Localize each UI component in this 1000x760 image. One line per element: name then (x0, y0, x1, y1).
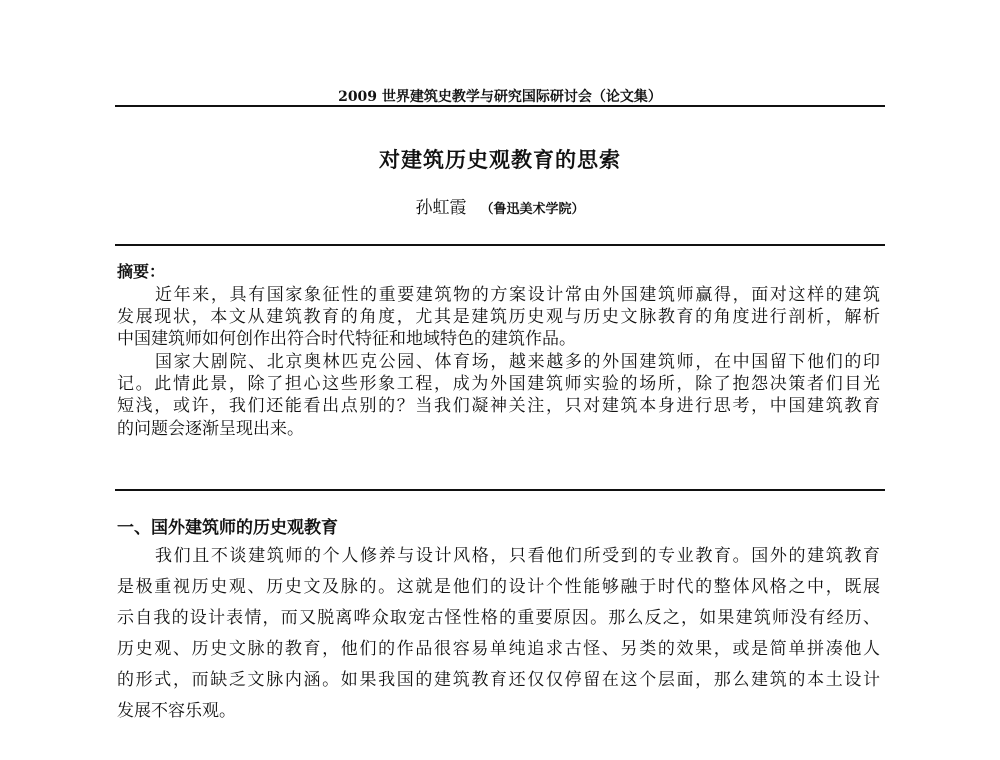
abstract-label: 摘要： (117, 262, 166, 281)
abstract-line: 的问题会逐渐呈现出来。 (117, 419, 304, 439)
abstract-line: 记。此情此景，除了担心这些形象工程，成为外国建筑师实验的场所，除了抱怨决策者们目光 (117, 374, 880, 394)
abstract-line: 短浅，或许，我们还能看出点别的？当我们凝神关注，只对建筑本身进行思考，中国建筑教育 (117, 396, 880, 416)
abstract-line: 中国建筑师如何创作出符合时代特征和地域特色的建筑作品。 (117, 329, 576, 349)
body-line: 我们且不谈建筑师的个人修养与设计风格，只看他们所受到的专业教育。国外的建筑教育 (155, 546, 880, 566)
author-line (115, 193, 885, 218)
author-affiliation: （鲁迅美术学院） (480, 202, 585, 217)
abstract-line: 国家大剧院、北京奥林匹克公园、体育场，越来越多的外国建筑师，在中国留下他们的印 (155, 352, 880, 372)
abstract-line: 近年来，具有国家象征性的重要建筑物的方案设计常由外国建筑师赢得，面对这样的建筑 (155, 285, 880, 305)
abstract-top-rule (115, 244, 885, 246)
body-line: 是极重视历史观、历史文及脉的。这就是他们的设计个性能够融于时代的整体风格之中，既展 (117, 577, 880, 597)
author-name: 孙虹霞 (415, 198, 467, 218)
paper-title: 对建筑历史观教育的思索 (379, 147, 621, 172)
abstract-line: 发展现状，本文从建筑教育的角度，尤其是建筑历史观与历史文脉教育的角度进行剖析，解析 (117, 307, 880, 327)
body-line: 示自我的设计表情，而又脱离哗众取宠古怪性格的重要原因。那么反之，如果建筑师没有经历、 (117, 608, 880, 628)
body-line: 的形式，而缺乏文脉内涵。如果我国的建筑教育还仅仅停留在这个层面，那么建筑的本土设计 (117, 670, 880, 690)
header-rule (115, 105, 885, 107)
body-line: 历史观、历史文脉的教育，他们的作品很容易单纯追求古怪、另类的效果，或是简单拼凑他人 (117, 639, 880, 659)
section-heading: 一、国外建筑师的历史观教育 (117, 518, 338, 538)
abstract-bottom-rule (115, 489, 885, 491)
body-line: 发展不容乐观。 (117, 701, 236, 721)
running-header: 2009 世界建筑史教学与研究国际研讨会（论文集） (338, 89, 662, 105)
